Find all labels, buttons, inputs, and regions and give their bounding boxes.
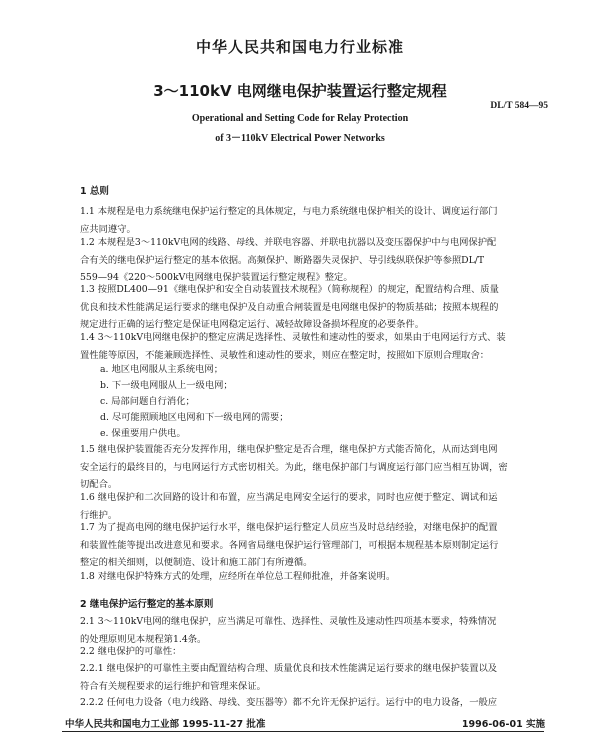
paragraph-2-2: 2.2 继电保护的可靠性：: [80, 646, 182, 657]
list-item-e: e. 保重要用户供电。: [100, 428, 186, 439]
paragraph-2-2-1: 2.2.1 继电保护的可靠性主要由配置结构合理、质量优良和技术性能满足运行要求的继电保护装置以及 符合有关规程要求的运行维护和管理来保证。: [80, 663, 498, 692]
list-item-b: b. 下一级电网服从上一级电网；: [100, 380, 233, 391]
paragraph-1-6: 1.6 继电保护和二次回路的设计和布置，应当满足电网安全运行的要求，同时也应便于整定、调试和运 行维护。: [80, 492, 498, 521]
paragraph-1-2: 1.2 本规程是3～110kV电网的线路、母线、并联电容器、并联电抗器以及变压器保护中与电网保护配 合有关的继电保护运行整定的基本依据。高频保护、断路器失灵保护、导引线纵联保护等参照DL/T 559—94《220～500kV电网继电保护装置运行整定规程》整定。: [80, 237, 497, 283]
list-item-c: c. 局部问题自行消化；: [100, 396, 195, 407]
footer-approval: 中华人民共和国电力工业部 1995-11-27 批准: [65, 719, 266, 730]
paragraph-2-1: 2.1 3～110kV电网的继电保护，应当满足可靠性、选择性、灵敏性及速动性四项基本要求，特殊情况 的处理原则见本规程第1.4条。: [80, 616, 497, 645]
list-item-a: a. 地区电网服从主系统电网；: [100, 364, 224, 375]
paragraph-1-3: 1.3 按照DL400—91《继电保护和安全自动装置技术规程》（简称规程）的规定，配置结构合理、质量 优良和技术性能满足运行要求的继电保护及自动重合闸装置是电网继电保护的物质基础；按照本规程的 规定进行正确的运行整定是保证电网稳定运行、减轻故障设备损坏程度的必要条件。: [80, 284, 499, 330]
footer-divider: [62, 731, 544, 732]
english-title-line-1: Operational and Setting Code for Relay Protection: [191, 113, 409, 124]
document-code: DL/T 584—95: [490, 101, 548, 111]
paragraph-1-8: 1.8 对继电保护特殊方式的处理，应经所在单位总工程师批准，并备案说明。: [80, 571, 396, 582]
section-1-heading: 1 总则: [80, 186, 109, 197]
footer-effective-date: 1996-06-01 实施: [461, 719, 545, 730]
paragraph-2-2-2: 2.2.2 任何电力设备（电力线路、母线、变压器等）都不允许无保护运行。运行中的电力设备，一般应: [80, 697, 498, 708]
english-title-line-2: of 3－110kV Electrical Power Networks: [215, 133, 385, 144]
standard-name: 中华人民共和国电力行业标准: [195, 38, 404, 56]
paragraph-1-7: 1.7 为了提高电网的继电保护运行水平，继电保护运行整定人员应当及时总结经验，对继电保护的配置 和装置性能等提出改进意见和要求。各网省局继电保护运行管理部门，可根据本规程基本原则制定运行 整定的相关细则，以便制造、设计和施工部门有所遵循。: [80, 522, 499, 568]
document-title: 3～110kV 电网继电保护装置运行整定规程: [153, 82, 447, 100]
list-item-d: d. 尽可能照顾地区电网和下一级电网的需要；: [100, 412, 289, 423]
section-2-heading: 2 继电保护运行整定的基本原则: [80, 599, 214, 610]
paragraph-1-5: 1.5 继电保护装置能否充分发挥作用，继电保护整定是否合理，继电保护方式能否简化，从而达到电网 安全运行的最终目的，与电网运行方式密切相关。为此，继电保护部门与调度运行部门应当相互协调，密 切配合。: [80, 444, 508, 490]
paragraph-1-1: 1.1 本规程是电力系统继电保护运行整定的具体规定，与电力系统继电保护相关的设计、调度运行部门 应共同遵守。: [80, 206, 498, 235]
paragraph-1-4: 1.4 3～110kV电网继电保护的整定应满足选择性、灵敏性和速动性的要求，如果由于电网运行方式、装 置性能等原因，不能兼顾选择性、灵敏性和速动性的要求，则应在整定时，按照如下原则合理取舍：: [80, 332, 506, 361]
